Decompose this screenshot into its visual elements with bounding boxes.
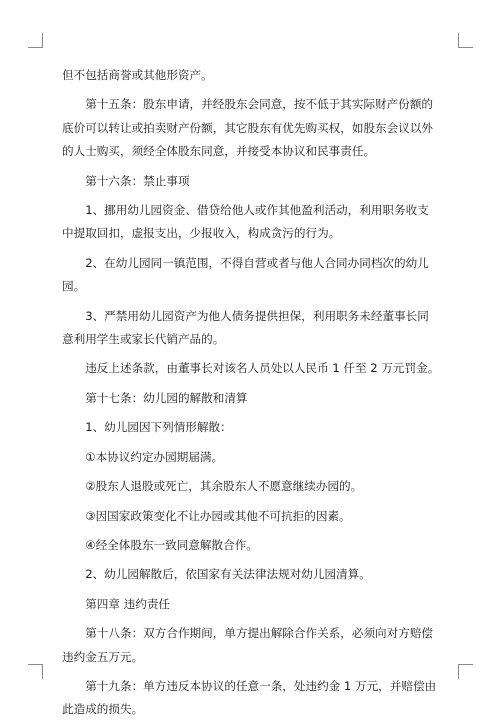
paragraph-dissolution-item-4: ④经全体股东一致同意解散合作。 [85, 537, 258, 552]
paragraph-continuation: 但不包括商誉或其他形资产。 [62, 68, 213, 82]
paragraph-prohibition-1: 1、挪用幼儿园资金、借贷给他人或作其他盈利活动，利用职务收支中提取回扣，虚报支出，少报收入，构成贪污的行为。 [62, 203, 429, 241]
paragraph-dissolution-item-1: ①本协议约定办园期届满。 [85, 449, 224, 464]
paragraph-article-15: 第十五条：股东申请，并经股东会同意，按不低于其实际财产份额的底价可以转让或拍卖财产份额，其它股东有优先购买权，如股东会议以外的人士购买，须经全体股东同意，并接受本协议和民事责任。 [62, 97, 434, 159]
document-body [62, 64, 440, 722]
paragraph-article-19: 第十九条：单方违反本协议的任意一条，处违约金 1 万元，并赔偿由此造成的损失。 [62, 678, 437, 717]
paragraph-prohibition-2: 2、在幼儿园同一镇范围，不得自营或者与他人合同办同档次的幼儿园。 [62, 255, 429, 294]
paragraph-dissolution-2: 2、幼儿园解散后，依国家有关法律法规对幼儿园清算。 [85, 567, 371, 582]
paragraph-prohibition-3: 3、严禁用幼儿园资产为他人债务提供担保，利用职务未经董事长同意利用学生或家长代销产品的。 [62, 308, 429, 347]
paragraph-chapter-4-title: 第四章 违约责任 [85, 596, 171, 611]
crop-mark-bottom-left [28, 664, 43, 679]
paragraph-dissolution-item-2: ②股东人退股或死亡，其余股东人不愿意继续办园的。 [85, 479, 363, 494]
crop-mark-top-left [28, 33, 43, 48]
paragraph-article-16-title: 第十六条：禁止事项 [85, 173, 190, 188]
paragraph-article-17-title: 第十七条：幼儿园的解散和清算 [85, 390, 248, 405]
paragraph-dissolution-1: 1、幼儿园因下列情形解散： [85, 420, 232, 435]
paragraph-penalty: 违反上述条款，由董事长对该名人员处以人民币 1 仟至 2 万元罚金。 [85, 361, 440, 376]
crop-mark-top-right [458, 33, 473, 48]
paragraph-article-18: 第十八条：双方合作期间，单方提出解除合作关系，必须向对方赔偿违约金五万元。 [62, 626, 434, 664]
paragraph-dissolution-item-3: ③因国家政策变化不让办园或其他不可抗拒的因素。 [85, 508, 351, 523]
crop-mark-bottom-right [458, 664, 473, 679]
